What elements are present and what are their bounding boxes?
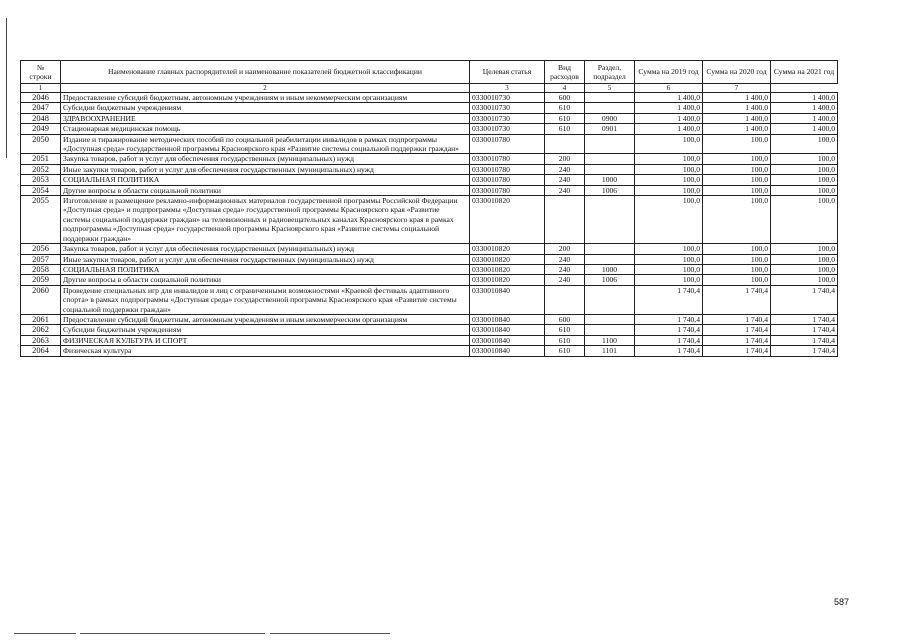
row-vid: 240 — [545, 175, 585, 185]
column-number-row — [21, 84, 838, 93]
table-row — [21, 185, 838, 195]
row-sum-2019: 1 400,0 — [635, 93, 703, 103]
header-sum-2021: Сумма на 2021 год — [771, 61, 838, 84]
row-sum-2020: 100,0 — [703, 244, 771, 254]
column-number: 6 — [635, 84, 703, 93]
row-sum-2021: 100,0 — [771, 185, 838, 195]
row-article: 0330010730 — [470, 103, 545, 113]
row-sum-2021: 100,0 — [771, 264, 838, 274]
table-row — [21, 314, 838, 324]
row-name: ЗДРАВООХРАНЕНИЕ — [61, 113, 470, 123]
table-row — [21, 113, 838, 123]
row-article: 0330010820 — [470, 254, 545, 264]
row-article: 0330010780 — [470, 164, 545, 174]
row-name: ФИЗИЧЕСКАЯ КУЛЬТУРА И СПОРТ — [61, 335, 470, 345]
row-sum-2019: 1 400,0 — [635, 113, 703, 123]
row-sum-2019: 100,0 — [635, 175, 703, 185]
row-sum-2019: 1 740,4 — [635, 335, 703, 345]
table-body — [21, 93, 838, 357]
row-name: Закупка товаров, работ и услуг для обеспечения государственных (муниципальных) нужд — [61, 154, 470, 164]
row-number: 2059 — [21, 275, 61, 285]
row-sum-2021: 1 740,4 — [771, 325, 838, 335]
row-razdel — [585, 103, 635, 113]
row-sum-2021: 100,0 — [771, 154, 838, 164]
row-article: 0330010820 — [470, 244, 545, 254]
row-sum-2019: 100,0 — [635, 134, 703, 154]
table-row — [21, 154, 838, 164]
row-name: Проведение специальных игр для инвалидов и лиц с ограниченными возможностями «Краевой фестиваль адаптивного спорта» в рамках подпрограммы «Доступная среда» государственной программы Красноярского края «Развитие системы социальной поддержки граждан» — [61, 285, 470, 314]
page-number: 587 — [834, 597, 850, 607]
row-sum-2021: 100,0 — [771, 254, 838, 264]
table-row — [21, 275, 838, 285]
table-row — [21, 335, 838, 345]
header-no: № строки — [21, 61, 61, 84]
row-article: 0330010820 — [470, 264, 545, 274]
row-sum-2019: 100,0 — [635, 244, 703, 254]
table-row — [21, 196, 838, 244]
row-sum-2019: 100,0 — [635, 264, 703, 274]
row-vid: 240 — [545, 254, 585, 264]
row-number: 2057 — [21, 254, 61, 264]
row-vid: 610 — [545, 113, 585, 123]
table-row — [21, 124, 838, 134]
header-sum-2019: Сумма на 2019 год — [635, 61, 703, 84]
row-number: 2054 — [21, 185, 61, 195]
row-number: 2048 — [21, 113, 61, 123]
row-number: 2064 — [21, 346, 61, 356]
row-razdel: 1000 — [585, 175, 635, 185]
row-razdel: 0900 — [585, 113, 635, 123]
row-sum-2019: 100,0 — [635, 196, 703, 244]
row-name: Иные закупки товаров, работ и услуг для обеспечения государственных (муниципальных) нужд — [61, 164, 470, 174]
row-article: 0330010780 — [470, 185, 545, 195]
table-row — [21, 93, 838, 103]
row-razdel — [585, 134, 635, 154]
header-razdel: Раздел, подраздел — [585, 61, 635, 84]
row-sum-2019: 1 740,4 — [635, 346, 703, 356]
row-article: 0330010780 — [470, 154, 545, 164]
row-razdel — [585, 164, 635, 174]
row-number: 2051 — [21, 154, 61, 164]
table-row — [21, 103, 838, 113]
row-article: 0330010840 — [470, 285, 545, 314]
row-number: 2058 — [21, 264, 61, 274]
footer-rule — [14, 633, 76, 634]
row-vid — [545, 285, 585, 314]
row-razdel: 0901 — [585, 124, 635, 134]
row-name: Предоставление субсидий бюджетным, автономным учреждениям и иным некоммерческим организациям — [61, 93, 470, 103]
row-sum-2020: 1 740,4 — [703, 285, 771, 314]
row-sum-2019: 1 400,0 — [635, 124, 703, 134]
row-sum-2019: 100,0 — [635, 275, 703, 285]
row-vid: 240 — [545, 185, 585, 195]
table-row — [21, 325, 838, 335]
row-vid — [545, 196, 585, 244]
row-name: Другие вопросы в области социальной политики — [61, 185, 470, 195]
header-name: Наименование главных распорядителей и наименование показателей бюджетной классификации — [61, 61, 470, 84]
row-sum-2019: 1 400,0 — [635, 103, 703, 113]
table-row — [21, 175, 838, 185]
row-number: 2052 — [21, 164, 61, 174]
row-sum-2019: 100,0 — [635, 164, 703, 174]
header-sum-2020: Сумма на 2020 год — [703, 61, 771, 84]
margin-line — [6, 18, 7, 158]
row-sum-2020: 100,0 — [703, 185, 771, 195]
row-razdel — [585, 254, 635, 264]
row-number: 2053 — [21, 175, 61, 185]
table-row — [21, 254, 838, 264]
row-sum-2020: 1 740,4 — [703, 314, 771, 324]
row-sum-2020: 100,0 — [703, 264, 771, 274]
row-razdel — [585, 325, 635, 335]
row-sum-2021: 1 740,4 — [771, 285, 838, 314]
row-name: Иные закупки товаров, работ и услуг для обеспечения государственных (муниципальных) нужд — [61, 254, 470, 264]
row-article: 0330010730 — [470, 124, 545, 134]
row-razdel — [585, 196, 635, 244]
row-razdel: 1006 — [585, 185, 635, 195]
row-sum-2020: 100,0 — [703, 196, 771, 244]
row-vid: 610 — [545, 325, 585, 335]
row-razdel: 1100 — [585, 335, 635, 345]
row-sum-2020: 100,0 — [703, 154, 771, 164]
column-number: 7 — [703, 84, 771, 93]
row-sum-2021: 100,0 — [771, 196, 838, 244]
row-sum-2020: 100,0 — [703, 164, 771, 174]
row-sum-2020: 100,0 — [703, 254, 771, 264]
row-razdel — [585, 93, 635, 103]
row-sum-2020: 100,0 — [703, 134, 771, 154]
row-name: Стационарная медицинская помощь — [61, 124, 470, 134]
row-sum-2021: 100,0 — [771, 175, 838, 185]
row-sum-2019: 1 740,4 — [635, 314, 703, 324]
row-vid: 610 — [545, 103, 585, 113]
row-razdel — [585, 285, 635, 314]
row-name: Изготовление и размещение рекламно-информационных материалов государственной программы Российской Федерации «Доступная среда» и подпрограммы «Доступная среда» государственной программы Красноярского края «Развитие системы социальной поддержки граждан» на телевизионных и радиовещательных каналах Красноярского края в рамках подпрограммы «Доступная среда» государственной программы Красноярского края «Развитие системы социальной поддержки граждан» — [61, 196, 470, 244]
row-sum-2021: 100,0 — [771, 244, 838, 254]
row-number: 2049 — [21, 124, 61, 134]
row-name: Предоставление субсидий бюджетным, автономным учреждениям и иным некоммерческим организациям — [61, 314, 470, 324]
row-name: Субсидии бюджетным учреждениям — [61, 103, 470, 113]
row-sum-2020: 1 400,0 — [703, 93, 771, 103]
header-vid: Вид расходов — [545, 61, 585, 84]
row-number: 2047 — [21, 103, 61, 113]
row-sum-2019: 100,0 — [635, 154, 703, 164]
column-number: 3 — [470, 84, 545, 93]
row-sum-2019: 1 740,4 — [635, 285, 703, 314]
row-sum-2021: 1 400,0 — [771, 124, 838, 134]
row-sum-2021: 1 740,4 — [771, 335, 838, 345]
row-vid: 200 — [545, 154, 585, 164]
column-number: 5 — [585, 84, 635, 93]
row-sum-2021: 100,0 — [771, 134, 838, 154]
row-name: СОЦИАЛЬНАЯ ПОЛИТИКА — [61, 264, 470, 274]
row-vid: 600 — [545, 314, 585, 324]
row-sum-2020: 1 740,4 — [703, 335, 771, 345]
table-row — [21, 244, 838, 254]
column-number: 2 — [61, 84, 470, 93]
row-sum-2020: 1 400,0 — [703, 124, 771, 134]
row-article: 0330010780 — [470, 175, 545, 185]
row-sum-2021: 100,0 — [771, 275, 838, 285]
row-razdel: 1006 — [585, 275, 635, 285]
row-sum-2021: 1 400,0 — [771, 113, 838, 123]
row-sum-2021: 100,0 — [771, 164, 838, 174]
row-number: 2055 — [21, 196, 61, 244]
row-sum-2020: 1 400,0 — [703, 103, 771, 113]
budget-table — [20, 60, 838, 357]
row-sum-2021: 1 400,0 — [771, 103, 838, 113]
row-name: Другие вопросы в области социальной политики — [61, 275, 470, 285]
row-name: Закупка товаров, работ и услуг для обеспечения государственных (муниципальных) нужд — [61, 244, 470, 254]
row-number: 2063 — [21, 335, 61, 345]
row-article: 0330010780 — [470, 134, 545, 154]
row-razdel — [585, 244, 635, 254]
row-number: 2056 — [21, 244, 61, 254]
header-row — [21, 61, 838, 84]
row-sum-2020: 1 740,4 — [703, 325, 771, 335]
row-article: 0330010840 — [470, 325, 545, 335]
footer-rule — [80, 633, 265, 634]
row-sum-2019: 1 740,4 — [635, 325, 703, 335]
row-article: 0330010820 — [470, 196, 545, 244]
row-article: 0330010840 — [470, 314, 545, 324]
row-sum-2020: 1 740,4 — [703, 346, 771, 356]
row-sum-2021: 1 740,4 — [771, 346, 838, 356]
row-vid: 240 — [545, 275, 585, 285]
column-number: 1 — [21, 84, 61, 93]
row-number: 2050 — [21, 134, 61, 154]
row-article: 0330010840 — [470, 335, 545, 345]
row-vid: 600 — [545, 93, 585, 103]
table-row — [21, 285, 838, 314]
table-row — [21, 346, 838, 356]
row-sum-2020: 100,0 — [703, 175, 771, 185]
row-vid: 610 — [545, 346, 585, 356]
row-number: 2061 — [21, 314, 61, 324]
row-name: Субсидии бюджетным учреждениям — [61, 325, 470, 335]
row-name: Издание и тиражирование методических пособий по социальной реабилитации инвалидов в рамках подпрограммы «Доступная среда» государственной программы Красноярского края «Развитие системы социальной поддержки граждан» — [61, 134, 470, 154]
row-vid: 610 — [545, 335, 585, 345]
table-row — [21, 264, 838, 274]
row-sum-2020: 1 400,0 — [703, 113, 771, 123]
row-sum-2021: 1 400,0 — [771, 93, 838, 103]
row-article: 0330010730 — [470, 93, 545, 103]
row-number: 2060 — [21, 285, 61, 314]
row-vid: 240 — [545, 264, 585, 274]
row-article: 0330010840 — [470, 346, 545, 356]
row-vid: 200 — [545, 244, 585, 254]
table-row — [21, 134, 838, 154]
footer-rule — [270, 633, 390, 634]
row-vid — [545, 134, 585, 154]
row-article: 0330010820 — [470, 275, 545, 285]
row-vid: 610 — [545, 124, 585, 134]
row-number: 2046 — [21, 93, 61, 103]
row-razdel — [585, 154, 635, 164]
row-sum-2019: 100,0 — [635, 185, 703, 195]
row-sum-2019: 100,0 — [635, 254, 703, 264]
row-number: 2062 — [21, 325, 61, 335]
row-article: 0330010730 — [470, 113, 545, 123]
row-razdel: 1000 — [585, 264, 635, 274]
column-number: 4 — [545, 84, 585, 93]
row-name: СОЦИАЛЬНАЯ ПОЛИТИКА — [61, 175, 470, 185]
header-article: Целевая статья — [470, 61, 545, 84]
row-razdel: 1101 — [585, 346, 635, 356]
row-vid: 240 — [545, 164, 585, 174]
row-razdel — [585, 314, 635, 324]
row-sum-2021: 1 740,4 — [771, 314, 838, 324]
row-sum-2020: 100,0 — [703, 275, 771, 285]
row-name: Физическая культура — [61, 346, 470, 356]
table-row — [21, 164, 838, 174]
